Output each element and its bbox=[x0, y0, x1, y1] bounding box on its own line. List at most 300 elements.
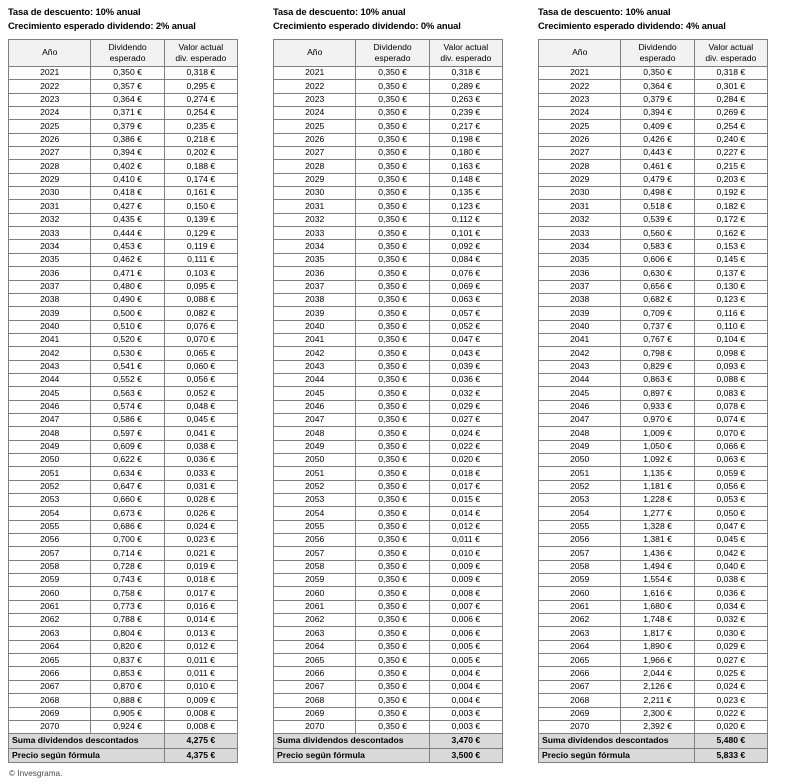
table-row bbox=[539, 680, 768, 693]
sum-discounted-dividends-label: Suma dividendos descontados bbox=[9, 734, 165, 749]
cell-year: 2056 bbox=[274, 534, 356, 547]
table-row bbox=[9, 387, 238, 400]
cell-year: 2048 bbox=[274, 427, 356, 440]
cell-expected-dividend: 0,350 € bbox=[356, 467, 429, 480]
cell-present-value: 0,027 € bbox=[429, 413, 502, 426]
cell-present-value: 0,083 € bbox=[694, 387, 767, 400]
cell-year: 2052 bbox=[9, 480, 91, 493]
cell-year: 2051 bbox=[274, 467, 356, 480]
cell-year: 2024 bbox=[9, 107, 91, 120]
cell-year: 2032 bbox=[274, 213, 356, 226]
cell-present-value: 0,148 € bbox=[429, 173, 502, 186]
cell-present-value: 0,145 € bbox=[694, 253, 767, 266]
cell-expected-dividend: 0,518 € bbox=[621, 200, 694, 213]
table-row bbox=[9, 574, 238, 587]
dcf-panel bbox=[273, 5, 503, 763]
table-row bbox=[9, 227, 238, 240]
cell-present-value: 0,129 € bbox=[164, 227, 237, 240]
cell-present-value: 0,318 € bbox=[164, 67, 237, 80]
cell-present-value: 0,009 € bbox=[429, 560, 502, 573]
cell-year: 2049 bbox=[274, 440, 356, 453]
cell-expected-dividend: 0,539 € bbox=[621, 213, 694, 226]
table-row bbox=[9, 640, 238, 653]
cell-present-value: 0,025 € bbox=[694, 667, 767, 680]
formula-price-row bbox=[274, 748, 503, 763]
table-row bbox=[274, 80, 503, 93]
cell-expected-dividend: 0,350 € bbox=[356, 654, 429, 667]
column-header-line1: Dividendo bbox=[638, 41, 677, 52]
cell-present-value: 0,004 € bbox=[429, 667, 502, 680]
table-row bbox=[9, 267, 238, 280]
cell-present-value: 0,203 € bbox=[694, 173, 767, 186]
table-row bbox=[9, 667, 238, 680]
table-row bbox=[274, 173, 503, 186]
table-row bbox=[274, 667, 503, 680]
cell-present-value: 0,263 € bbox=[429, 93, 502, 106]
cell-expected-dividend: 0,350 € bbox=[621, 67, 694, 80]
cell-present-value: 0,031 € bbox=[164, 480, 237, 493]
cell-expected-dividend: 0,350 € bbox=[356, 507, 429, 520]
cell-present-value: 0,082 € bbox=[164, 307, 237, 320]
table-row bbox=[274, 320, 503, 333]
cell-present-value: 0,045 € bbox=[164, 413, 237, 426]
cell-expected-dividend: 0,350 € bbox=[356, 133, 429, 146]
cell-present-value: 0,024 € bbox=[694, 680, 767, 693]
table-row bbox=[274, 187, 503, 200]
cell-expected-dividend: 0,530 € bbox=[91, 347, 164, 360]
cell-present-value: 0,135 € bbox=[429, 187, 502, 200]
cell-year: 2031 bbox=[9, 200, 91, 213]
cell-expected-dividend: 1,181 € bbox=[621, 480, 694, 493]
cell-present-value: 0,110 € bbox=[694, 320, 767, 333]
cell-expected-dividend: 0,350 € bbox=[356, 720, 429, 733]
cell-year: 2052 bbox=[274, 480, 356, 493]
cell-present-value: 0,240 € bbox=[694, 133, 767, 146]
cell-year: 2061 bbox=[274, 600, 356, 613]
table-row bbox=[274, 467, 503, 480]
cell-expected-dividend: 0,820 € bbox=[91, 640, 164, 653]
cell-year: 2049 bbox=[9, 440, 91, 453]
column-header-line2: div. esperado bbox=[175, 53, 227, 63]
cell-present-value: 0,008 € bbox=[429, 587, 502, 600]
table-row bbox=[539, 173, 768, 186]
table-row bbox=[274, 133, 503, 146]
table-row bbox=[274, 347, 503, 360]
column-header-present-value bbox=[164, 40, 237, 67]
table-row bbox=[539, 720, 768, 733]
panel-headings bbox=[273, 5, 503, 32]
table-row bbox=[274, 694, 503, 707]
cell-year: 2042 bbox=[539, 347, 621, 360]
table-row bbox=[274, 720, 503, 733]
cell-expected-dividend: 0,350 € bbox=[356, 213, 429, 226]
table-row bbox=[539, 587, 768, 600]
table-row bbox=[274, 160, 503, 173]
cell-expected-dividend: 1,494 € bbox=[621, 560, 694, 573]
cell-year: 2070 bbox=[9, 720, 91, 733]
cell-expected-dividend: 0,350 € bbox=[356, 667, 429, 680]
cell-year: 2058 bbox=[9, 560, 91, 573]
cell-present-value: 0,014 € bbox=[429, 507, 502, 520]
cell-present-value: 0,137 € bbox=[694, 267, 767, 280]
column-header-line1: Dividendo bbox=[108, 41, 147, 52]
cell-present-value: 0,130 € bbox=[694, 280, 767, 293]
cell-present-value: 0,024 € bbox=[164, 520, 237, 533]
cell-expected-dividend: 0,364 € bbox=[91, 93, 164, 106]
table-row bbox=[274, 654, 503, 667]
table-row bbox=[539, 347, 768, 360]
cell-year: 2066 bbox=[9, 667, 91, 680]
cell-year: 2050 bbox=[539, 453, 621, 466]
cell-year: 2038 bbox=[274, 293, 356, 306]
cell-expected-dividend: 0,379 € bbox=[91, 120, 164, 133]
table-row bbox=[9, 680, 238, 693]
cell-expected-dividend: 0,350 € bbox=[356, 387, 429, 400]
table-row bbox=[9, 654, 238, 667]
cell-present-value: 0,182 € bbox=[694, 200, 767, 213]
cell-year: 2054 bbox=[9, 507, 91, 520]
cell-year: 2058 bbox=[274, 560, 356, 573]
cell-present-value: 0,008 € bbox=[164, 720, 237, 733]
cell-expected-dividend: 0,574 € bbox=[91, 400, 164, 413]
cell-present-value: 0,040 € bbox=[694, 560, 767, 573]
cell-present-value: 0,070 € bbox=[694, 427, 767, 440]
cell-expected-dividend: 1,277 € bbox=[621, 507, 694, 520]
cell-present-value: 0,003 € bbox=[429, 707, 502, 720]
cell-present-value: 0,053 € bbox=[694, 494, 767, 507]
table-row bbox=[9, 560, 238, 573]
cell-year: 2062 bbox=[9, 614, 91, 627]
cell-present-value: 0,018 € bbox=[429, 467, 502, 480]
cell-present-value: 0,269 € bbox=[694, 107, 767, 120]
cell-year: 2058 bbox=[539, 560, 621, 573]
table-row bbox=[274, 280, 503, 293]
cell-year: 2061 bbox=[9, 600, 91, 613]
cell-year: 2044 bbox=[539, 373, 621, 386]
cell-expected-dividend: 0,350 € bbox=[356, 453, 429, 466]
cell-year: 2053 bbox=[539, 494, 621, 507]
cell-year: 2045 bbox=[539, 387, 621, 400]
cell-present-value: 0,052 € bbox=[429, 320, 502, 333]
table-row bbox=[9, 147, 238, 160]
cell-expected-dividend: 0,350 € bbox=[356, 80, 429, 93]
cell-expected-dividend: 0,394 € bbox=[91, 147, 164, 160]
cell-year: 2027 bbox=[539, 147, 621, 160]
cell-year: 2027 bbox=[274, 147, 356, 160]
cell-expected-dividend: 1,436 € bbox=[621, 547, 694, 560]
cell-present-value: 0,084 € bbox=[429, 253, 502, 266]
cell-present-value: 0,017 € bbox=[164, 587, 237, 600]
cell-year: 2026 bbox=[9, 133, 91, 146]
table-row bbox=[274, 507, 503, 520]
column-header-expected-dividend bbox=[621, 40, 694, 67]
cell-year: 2054 bbox=[274, 507, 356, 520]
cell-present-value: 0,076 € bbox=[164, 320, 237, 333]
cell-present-value: 0,041 € bbox=[164, 427, 237, 440]
cell-expected-dividend: 0,350 € bbox=[356, 614, 429, 627]
column-header-present-value bbox=[429, 40, 502, 67]
cell-year: 2069 bbox=[274, 707, 356, 720]
cell-expected-dividend: 2,211 € bbox=[621, 694, 694, 707]
cell-present-value: 0,095 € bbox=[164, 280, 237, 293]
cell-expected-dividend: 0,364 € bbox=[621, 80, 694, 93]
cell-year: 2041 bbox=[9, 333, 91, 346]
cell-year: 2063 bbox=[274, 627, 356, 640]
cell-year: 2028 bbox=[9, 160, 91, 173]
table-row bbox=[274, 534, 503, 547]
cell-present-value: 0,023 € bbox=[694, 694, 767, 707]
table-row bbox=[539, 120, 768, 133]
cell-expected-dividend: 0,350 € bbox=[356, 427, 429, 440]
table-header-row bbox=[539, 40, 768, 67]
cell-expected-dividend: 1,966 € bbox=[621, 654, 694, 667]
column-header-year: Año bbox=[274, 40, 356, 67]
table-row bbox=[539, 614, 768, 627]
cell-year: 2049 bbox=[539, 440, 621, 453]
cell-present-value: 0,050 € bbox=[694, 507, 767, 520]
cell-expected-dividend: 1,748 € bbox=[621, 614, 694, 627]
cell-expected-dividend: 2,126 € bbox=[621, 680, 694, 693]
cell-year: 2063 bbox=[9, 627, 91, 640]
discount-rate-heading: Tasa de descuento: 10% anual bbox=[8, 6, 141, 17]
growth-rate-heading: Crecimiento esperado dividendo: 4% anual bbox=[538, 19, 726, 31]
cell-expected-dividend: 0,924 € bbox=[91, 720, 164, 733]
cell-present-value: 0,022 € bbox=[694, 707, 767, 720]
table-row bbox=[9, 520, 238, 533]
dcf-panel bbox=[8, 5, 238, 763]
table-row bbox=[9, 133, 238, 146]
cell-present-value: 0,215 € bbox=[694, 160, 767, 173]
cell-year: 2022 bbox=[274, 80, 356, 93]
cell-year: 2050 bbox=[274, 453, 356, 466]
cell-year: 2059 bbox=[274, 574, 356, 587]
table-row bbox=[9, 120, 238, 133]
cell-expected-dividend: 0,728 € bbox=[91, 560, 164, 573]
formula-price-label: Precio según fórmula bbox=[539, 748, 695, 763]
table-row bbox=[274, 400, 503, 413]
table-row bbox=[274, 93, 503, 106]
column-header-line1: Valor actual bbox=[178, 41, 224, 52]
formula-price-value: 4,375 € bbox=[164, 748, 237, 763]
cell-expected-dividend: 0,510 € bbox=[91, 320, 164, 333]
cell-year: 2045 bbox=[9, 387, 91, 400]
table-row bbox=[9, 253, 238, 266]
cell-expected-dividend: 0,609 € bbox=[91, 440, 164, 453]
table-row bbox=[274, 360, 503, 373]
cell-expected-dividend: 0,350 € bbox=[356, 227, 429, 240]
cell-year: 2061 bbox=[539, 600, 621, 613]
cell-expected-dividend: 0,709 € bbox=[621, 307, 694, 320]
table-row bbox=[9, 480, 238, 493]
sum-discounted-dividends-value: 5,480 € bbox=[694, 734, 767, 749]
table-row bbox=[274, 107, 503, 120]
cell-expected-dividend: 0,350 € bbox=[356, 627, 429, 640]
table-row bbox=[539, 507, 768, 520]
table-row bbox=[9, 720, 238, 733]
cell-year: 2030 bbox=[274, 187, 356, 200]
table-row bbox=[9, 427, 238, 440]
cell-expected-dividend: 0,443 € bbox=[621, 147, 694, 160]
cell-year: 2047 bbox=[274, 413, 356, 426]
table-row bbox=[9, 93, 238, 106]
table-header-row bbox=[274, 40, 503, 67]
cell-year: 2045 bbox=[274, 387, 356, 400]
formula-price-label: Precio según fórmula bbox=[9, 748, 165, 763]
cell-expected-dividend: 0,350 € bbox=[356, 253, 429, 266]
cell-year: 2036 bbox=[539, 267, 621, 280]
cell-expected-dividend: 0,462 € bbox=[91, 253, 164, 266]
cell-expected-dividend: 0,714 € bbox=[91, 547, 164, 560]
cell-expected-dividend: 0,350 € bbox=[356, 107, 429, 120]
column-header-expected-dividend bbox=[356, 40, 429, 67]
table-row bbox=[9, 627, 238, 640]
cell-year: 2059 bbox=[539, 574, 621, 587]
cell-year: 2051 bbox=[539, 467, 621, 480]
table-row bbox=[539, 93, 768, 106]
cell-expected-dividend: 0,350 € bbox=[356, 520, 429, 533]
cell-year: 2037 bbox=[539, 280, 621, 293]
table-row bbox=[9, 307, 238, 320]
cell-expected-dividend: 0,773 € bbox=[91, 600, 164, 613]
cell-present-value: 0,007 € bbox=[429, 600, 502, 613]
table-row bbox=[274, 147, 503, 160]
sum-discounted-dividends-row bbox=[9, 734, 238, 749]
table-row bbox=[9, 507, 238, 520]
cell-present-value: 0,192 € bbox=[694, 187, 767, 200]
growth-rate-heading: Crecimiento esperado dividendo: 0% anual bbox=[273, 19, 461, 31]
table-row bbox=[274, 520, 503, 533]
table-row bbox=[9, 413, 238, 426]
table-row bbox=[9, 360, 238, 373]
cell-year: 2044 bbox=[9, 373, 91, 386]
cell-expected-dividend: 0,933 € bbox=[621, 400, 694, 413]
cell-present-value: 0,103 € bbox=[164, 267, 237, 280]
cell-expected-dividend: 0,788 € bbox=[91, 614, 164, 627]
cell-expected-dividend: 0,350 € bbox=[356, 293, 429, 306]
dividend-discount-table bbox=[8, 39, 238, 763]
table-row bbox=[539, 707, 768, 720]
column-header-line1: Dividendo bbox=[373, 41, 412, 52]
cell-expected-dividend: 0,350 € bbox=[356, 173, 429, 186]
cell-present-value: 0,180 € bbox=[429, 147, 502, 160]
cell-expected-dividend: 1,817 € bbox=[621, 627, 694, 640]
cell-year: 2039 bbox=[9, 307, 91, 320]
cell-present-value: 0,032 € bbox=[429, 387, 502, 400]
table-row bbox=[539, 574, 768, 587]
cell-present-value: 0,202 € bbox=[164, 147, 237, 160]
cell-expected-dividend: 0,804 € bbox=[91, 627, 164, 640]
table-row bbox=[9, 213, 238, 226]
table-row bbox=[274, 213, 503, 226]
cell-present-value: 0,162 € bbox=[694, 227, 767, 240]
cell-present-value: 0,239 € bbox=[429, 107, 502, 120]
cell-present-value: 0,172 € bbox=[694, 213, 767, 226]
cell-year: 2033 bbox=[539, 227, 621, 240]
cell-expected-dividend: 1,050 € bbox=[621, 440, 694, 453]
cell-present-value: 0,020 € bbox=[694, 720, 767, 733]
cell-present-value: 0,016 € bbox=[164, 600, 237, 613]
cell-present-value: 0,254 € bbox=[694, 120, 767, 133]
cell-expected-dividend: 0,350 € bbox=[356, 600, 429, 613]
cell-present-value: 0,235 € bbox=[164, 120, 237, 133]
cell-present-value: 0,063 € bbox=[429, 293, 502, 306]
cell-present-value: 0,011 € bbox=[164, 654, 237, 667]
table-row bbox=[274, 267, 503, 280]
cell-expected-dividend: 0,682 € bbox=[621, 293, 694, 306]
table-row bbox=[274, 387, 503, 400]
cell-year: 2043 bbox=[539, 360, 621, 373]
cell-expected-dividend: 0,350 € bbox=[356, 440, 429, 453]
cell-expected-dividend: 0,798 € bbox=[621, 347, 694, 360]
cell-present-value: 0,059 € bbox=[694, 467, 767, 480]
cell-present-value: 0,014 € bbox=[164, 614, 237, 627]
cell-present-value: 0,078 € bbox=[694, 400, 767, 413]
cell-present-value: 0,070 € bbox=[164, 333, 237, 346]
cell-present-value: 0,060 € bbox=[164, 360, 237, 373]
table-row bbox=[539, 133, 768, 146]
cell-expected-dividend: 0,767 € bbox=[621, 333, 694, 346]
table-row bbox=[274, 600, 503, 613]
cell-expected-dividend: 0,350 € bbox=[356, 307, 429, 320]
cell-year: 2050 bbox=[9, 453, 91, 466]
cell-expected-dividend: 0,444 € bbox=[91, 227, 164, 240]
cell-year: 2021 bbox=[539, 67, 621, 80]
cell-expected-dividend: 0,350 € bbox=[356, 267, 429, 280]
table-row bbox=[539, 160, 768, 173]
cell-year: 2070 bbox=[274, 720, 356, 733]
sum-discounted-dividends-label: Suma dividendos descontados bbox=[274, 734, 430, 749]
cell-present-value: 0,098 € bbox=[694, 347, 767, 360]
cell-expected-dividend: 0,829 € bbox=[621, 360, 694, 373]
table-row bbox=[539, 387, 768, 400]
cell-year: 2038 bbox=[9, 293, 91, 306]
cell-present-value: 0,036 € bbox=[164, 453, 237, 466]
column-header-expected-dividend bbox=[91, 40, 164, 67]
cell-present-value: 0,006 € bbox=[429, 614, 502, 627]
cell-expected-dividend: 0,350 € bbox=[356, 640, 429, 653]
cell-present-value: 0,198 € bbox=[429, 133, 502, 146]
cell-present-value: 0,188 € bbox=[164, 160, 237, 173]
discount-rate-heading: Tasa de descuento: 10% anual bbox=[538, 6, 671, 17]
table-row bbox=[274, 67, 503, 80]
cell-year: 2043 bbox=[274, 360, 356, 373]
table-row bbox=[9, 160, 238, 173]
cell-year: 2062 bbox=[274, 614, 356, 627]
cell-year: 2068 bbox=[274, 694, 356, 707]
table-row bbox=[539, 240, 768, 253]
cell-present-value: 0,104 € bbox=[694, 333, 767, 346]
cell-expected-dividend: 0,350 € bbox=[356, 240, 429, 253]
table-row bbox=[539, 320, 768, 333]
table-row bbox=[539, 67, 768, 80]
table-row bbox=[539, 467, 768, 480]
cell-present-value: 0,069 € bbox=[429, 280, 502, 293]
cell-expected-dividend: 0,350 € bbox=[356, 587, 429, 600]
cell-year: 2034 bbox=[274, 240, 356, 253]
cell-present-value: 0,066 € bbox=[694, 440, 767, 453]
cell-year: 2035 bbox=[274, 253, 356, 266]
cell-present-value: 0,019 € bbox=[164, 560, 237, 573]
cell-present-value: 0,112 € bbox=[429, 213, 502, 226]
cell-expected-dividend: 0,498 € bbox=[621, 187, 694, 200]
table-row bbox=[9, 200, 238, 213]
cell-year: 2033 bbox=[9, 227, 91, 240]
table-header-row bbox=[9, 40, 238, 67]
cell-expected-dividend: 0,350 € bbox=[356, 347, 429, 360]
cell-present-value: 0,010 € bbox=[429, 547, 502, 560]
cell-year: 2066 bbox=[539, 667, 621, 680]
cell-expected-dividend: 0,350 € bbox=[356, 280, 429, 293]
